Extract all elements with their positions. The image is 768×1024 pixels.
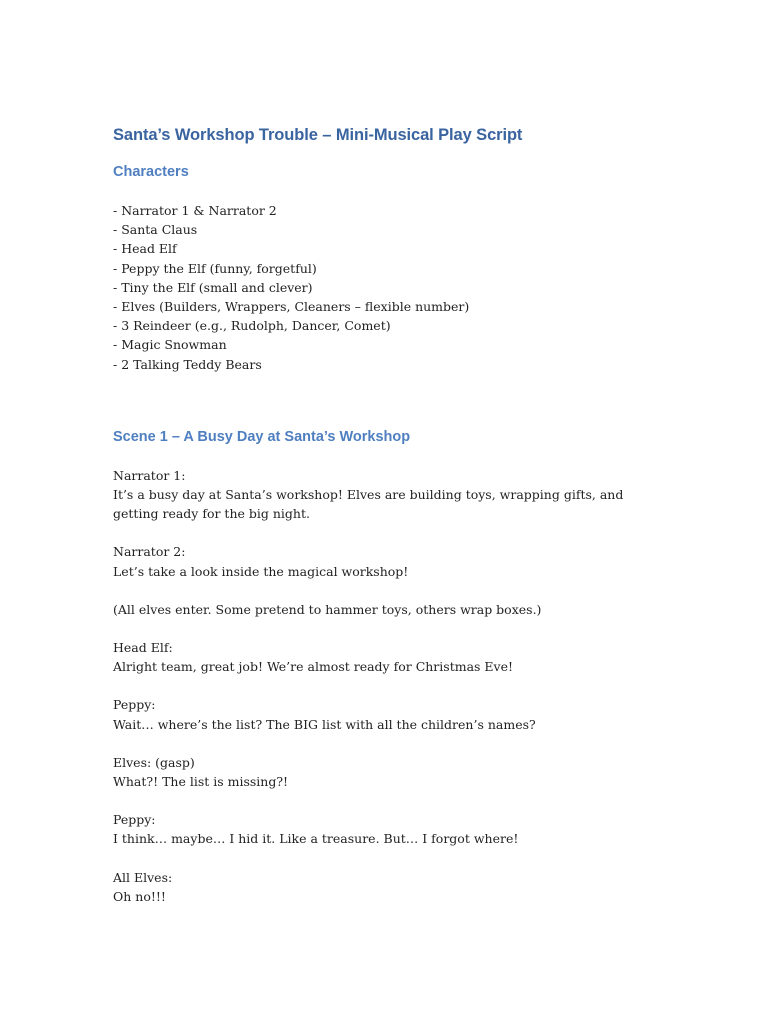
speaker-label: Head Elf: [113, 640, 173, 656]
character-item: - Magic Snowman [113, 337, 227, 353]
dialogue-line: Let’s take a look inside the magical workshop! [113, 563, 409, 579]
speaker-label: Narrator 2: [113, 544, 186, 560]
characters-heading: Characters [113, 164, 189, 180]
speaker-label: Peppy: [113, 697, 156, 713]
script-block [113, 810, 653, 848]
dialogue-line: Oh no!!! [113, 888, 166, 904]
script-block [113, 753, 653, 791]
scene-1-heading: Scene 1 – A Busy Day at Santa’s Workshop [113, 428, 411, 445]
dialogue-line: Wait… where’s the list? The BIG list with all the children’s names? [113, 716, 536, 732]
character-item: - Santa Claus [113, 222, 198, 238]
character-item: - 3 Reindeer (e.g., Rudolph, Dancer, Comet) [113, 318, 391, 334]
character-item: - Narrator 1 & Narrator 2 [113, 203, 277, 218]
script-block [113, 638, 653, 676]
speaker-label: All Elves: [113, 869, 173, 885]
script-block [113, 868, 653, 906]
scene-1-script [113, 466, 653, 906]
characters-list [113, 201, 653, 374]
stage-direction-block [113, 600, 653, 619]
dialogue-line: I think… maybe… I hid it. Like a treasure. But… I forgot where! [113, 831, 519, 847]
script-block [113, 542, 653, 580]
dialogue-line: Alright team, great job! We’re almost ready for Christmas Eve! [113, 659, 514, 675]
speaker-label: Peppy: [113, 812, 156, 828]
document-content [113, 124, 653, 925]
character-item: - Tiny the Elf (small and clever) [113, 279, 313, 295]
speaker-label: Narrator 1: [113, 467, 186, 483]
stage-direction: (All elves enter. Some pretend to hammer toys, others wrap boxes.) [113, 601, 542, 617]
speaker-label: Elves: (gasp) [113, 754, 195, 770]
document-title: Santa’s Workshop Trouble – Mini-Musical Play Script [113, 126, 523, 144]
script-block [113, 695, 653, 733]
character-item: - Head Elf [113, 241, 177, 257]
character-item: - Peppy the Elf (funny, forgetful) [113, 260, 317, 276]
dialogue-line: It’s a busy day at Santa’s workshop! Elves are building toys, wrapping gifts, and getting ready for the big night. [113, 487, 624, 522]
character-item: - 2 Talking Teddy Bears [113, 356, 262, 372]
dialogue-line: What?! The list is missing?! [113, 774, 289, 790]
script-block [113, 466, 653, 524]
character-item: - Elves (Builders, Wrappers, Cleaners – flexible number) [113, 299, 470, 315]
